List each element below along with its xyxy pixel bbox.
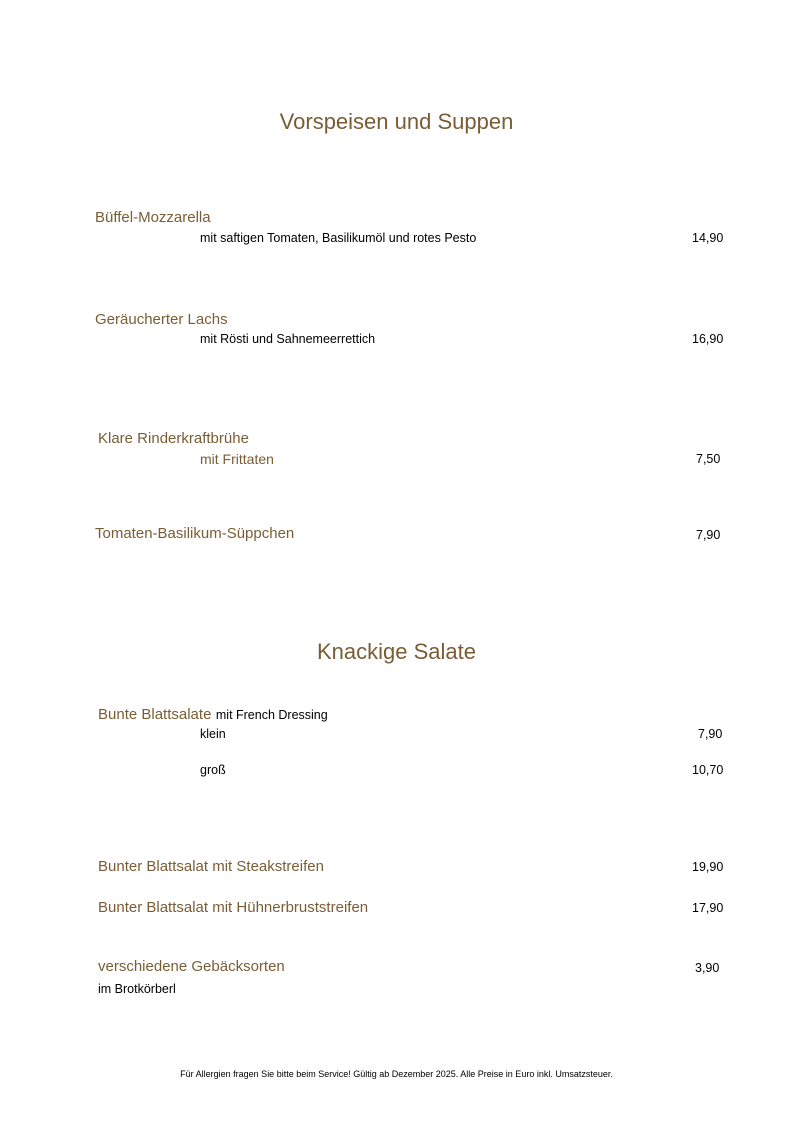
dish-name: Klare Rinderkraftbrühe	[98, 430, 249, 447]
dish-price: 7,90	[696, 528, 721, 542]
section-title-salads: Knackige Salate	[317, 639, 476, 664]
dish-price: 16,90	[692, 332, 724, 346]
dish-name: Büffel-Mozzarella	[95, 209, 211, 226]
dish-name: Geräucherter Lachs	[95, 311, 228, 328]
dish-price: 19,90	[692, 860, 724, 874]
dish-price: 14,90	[692, 231, 724, 245]
dish-name: Tomaten-Basilikum-Süppchen	[95, 525, 295, 542]
dish-suffix: mit French Dressing	[215, 708, 328, 722]
dish-description: mit Rösti und Sahnemeerrettich	[200, 332, 376, 346]
dish-description: im Brotkörberl	[98, 982, 176, 996]
dish-header	[98, 706, 328, 724]
dish-price: 3,90	[695, 961, 720, 975]
section-title-starters: Vorspeisen und Suppen	[279, 109, 514, 134]
dish-name: Bunter Blattsalat mit Hühnerbruststreifen	[98, 899, 369, 916]
variant-label: groß	[200, 763, 226, 777]
variant-price: 10,70	[692, 763, 724, 777]
dish-name: verschiedene Gebäcksorten	[98, 958, 285, 975]
dish-description: mit saftigen Tomaten, Basilikumöl und rotes Pesto	[200, 231, 477, 245]
dish-name: Bunte Blattsalate	[98, 706, 212, 723]
footer-note: Für Allergien fragen Sie bitte beim Service! Gültig ab Dezember 2025. Alle Preise in Euro inkl. Umsatzsteuer.	[180, 1069, 613, 1079]
variant-label: klein	[200, 727, 226, 741]
variant-price: 7,90	[698, 727, 723, 741]
dish-name: Bunter Blattsalat mit Steakstreifen	[98, 858, 324, 875]
dish-price: 17,90	[692, 901, 724, 915]
dish-price: 7,50	[696, 452, 721, 466]
dish-description: mit Frittaten	[200, 451, 274, 467]
